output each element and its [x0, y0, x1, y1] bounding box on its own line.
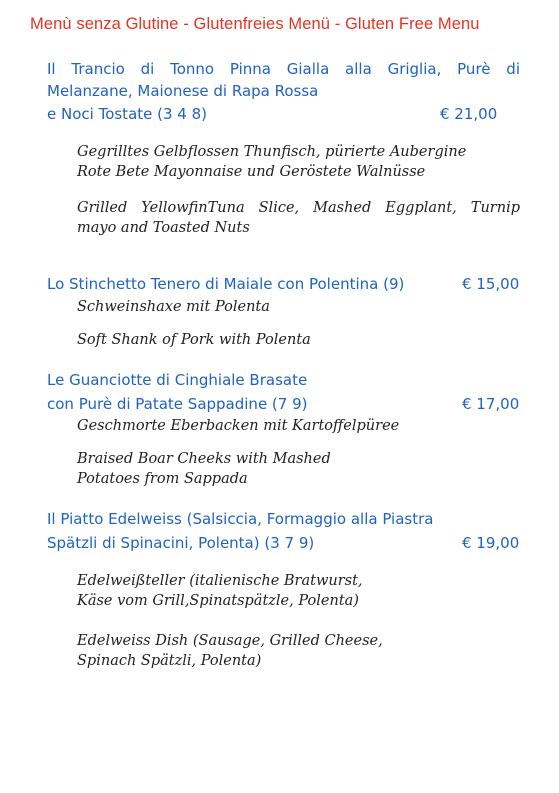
dish-1-english-line-2: mayo and Toasted Nuts: [77, 220, 250, 236]
dish-4-german-line-2: Käse vom Grill,Spinatspätzle, Polenta): [77, 593, 359, 609]
dish-1-italian-line-1: Il Trancio di Tonno Pinna Gialla alla Griglia, Purè di: [47, 60, 520, 78]
dish-2-italian-name: Lo Stinchetto Tenero di Maiale con Polentina (9): [47, 275, 405, 293]
dish-1-english-line-1: Grilled YellowfinTuna Slice, Mashed Eggplant, Turnip: [77, 200, 520, 216]
dish-1-italian-line-2: Melanzane, Maionese di Rapa Rossa: [47, 82, 319, 100]
dish-4-english-line-1: Edelweiss Dish (Sausage, Grilled Cheese,: [77, 633, 383, 649]
dish-2-english-line-1: Soft Shank of Pork with Polenta: [77, 332, 311, 348]
dish-1-italian-line-3: e Noci Tostate (3 4 8): [47, 105, 208, 123]
dish-3-german-line-1: Geschmorte Eberbacken mit Kartoffelpüree: [77, 418, 400, 434]
dish-4-german-line-1: Edelweißteller (italienische Bratwurst,: [77, 573, 363, 589]
dish-3-english-line-1: Braised Boar Cheeks with Mashed: [77, 451, 331, 467]
dish-3-italian-line-1: Le Guanciotte di Cinghiale Brasate: [47, 371, 308, 389]
dish-2-german-line-1: Schweinshaxe mit Polenta: [77, 299, 270, 315]
dish-1-german-line-1: Gegrilltes Gelbflossen Thunfisch, pürierte Aubergine: [77, 144, 467, 160]
dish-4-italian-line-2: Spätzli di Spinacini, Polenta) (3 7 9): [47, 534, 315, 552]
dish-3-price: € 17,00: [462, 395, 520, 413]
dish-1-german-line-2: Rote Bete Mayonnaise und Geröstete Walnüsse: [77, 164, 426, 180]
menu-title: Menù senza Glutine - Glutenfreies Menü - Gluten Free Menu: [30, 15, 480, 33]
dish-4-english-line-2: Spinach Spätzli, Polenta): [77, 653, 262, 669]
dish-1-price: € 21,00: [440, 105, 498, 123]
dish-3-italian-line-2: con Purè di Patate Sappadine (7 9): [47, 395, 308, 413]
dish-4-price: € 19,00: [462, 534, 520, 552]
dish-2-price: € 15,00: [462, 275, 520, 293]
dish-3-english-line-2: Potatoes from Sappada: [77, 471, 248, 487]
dish-4-italian-line-1: Il Piatto Edelweiss (Salsiccia, Formaggio alla Piastra: [47, 510, 434, 528]
